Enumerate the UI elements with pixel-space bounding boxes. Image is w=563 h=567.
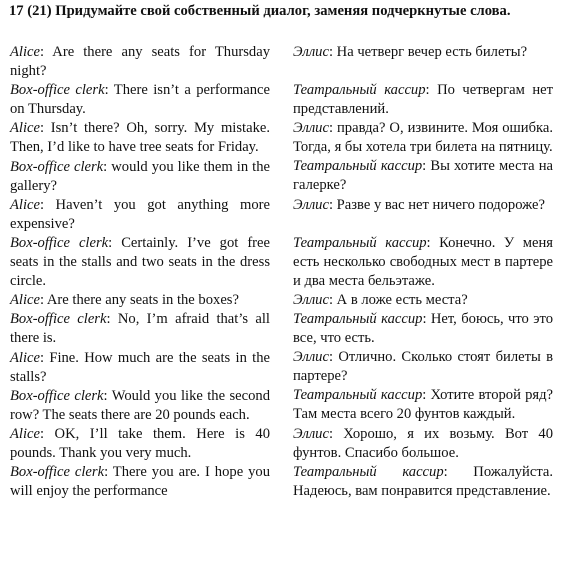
exercise-header — [9, 3, 554, 20]
line-text: : Конечно. У меня есть несколько свободных мест в партере и два места бельэтаже. — [293, 234, 554, 289]
dialogue-line-en — [10, 119, 270, 157]
dialogue-line-ru — [293, 348, 553, 386]
speaker-name: Box-office clerk — [10, 387, 104, 404]
line-text: : Fine. How much are the seats in the stalls? — [10, 349, 270, 385]
line-text: : Вы хотите места на галерке? — [293, 158, 554, 194]
speaker-name: Театральный кассир — [293, 82, 426, 98]
line-text: : No, I’m afraid that’s all there is. — [10, 311, 270, 347]
line-text: : Would you like the second row? The seats there are 20 pounds each. — [10, 387, 270, 423]
line-text: : There isn’t a performance on Thursday. — [10, 82, 270, 118]
dialogue-line-ru — [293, 43, 553, 81]
line-text: : Are there any seats for Thursday night? — [10, 44, 270, 80]
line-text: : На четверг вечер есть билеты? — [328, 44, 528, 60]
speaker-name: Alice — [10, 196, 40, 213]
speaker-name: Box-office clerk — [10, 158, 104, 175]
dialogue-line-en — [10, 463, 270, 501]
line-text: : There you are. I hope you will enjoy the performance — [10, 464, 270, 500]
speaker-name: Box-office clerk — [10, 464, 105, 481]
speaker-name: Alice — [10, 349, 40, 366]
speaker-name: Box-office clerk — [10, 234, 109, 251]
dialogue-line-ru — [293, 310, 553, 348]
line-text: : Разве у вас нет ничего подороже? — [328, 196, 546, 213]
speaker-name: Box-office clerk — [10, 311, 107, 328]
english-column — [10, 43, 270, 501]
dialogue-line-ru — [293, 386, 553, 424]
dialogue-line-en — [10, 291, 270, 310]
line-text: : Пожалуйста. Надеюсь, вам понравится представление. — [293, 463, 553, 499]
dialogue-line-ru — [293, 196, 553, 234]
dialogue-line-en — [10, 158, 270, 196]
exercise-instruction: Придумайте свой собственный диалог, заменяя подчеркнутые слова. — [55, 3, 511, 19]
speaker-name: Alice — [10, 44, 40, 60]
speaker-name: Alice — [10, 120, 40, 137]
russian-column — [293, 43, 553, 501]
line-text: : Certainly. I’ve got free seats in the stalls and two seats in the dress circle. — [10, 234, 270, 290]
line-text: : Хотите второй ряд? Там места всего 20 фунтов каждый. — [293, 387, 554, 423]
dialogue-line-en — [10, 310, 270, 348]
dialogue-line-en — [10, 43, 270, 81]
dialogue-line-ru — [293, 291, 553, 310]
line-text: : Хорошо, я их возьму. Вот 40 фунтов. Спасибо большое. — [293, 425, 553, 461]
speaker-name: Эллис — [293, 120, 329, 137]
speaker-name: Alice — [10, 425, 40, 442]
line-text: : По четвергам нет представлений. — [293, 82, 554, 118]
speaker-name: Театральный кассир — [293, 158, 423, 175]
dialogue-line-en — [10, 234, 270, 291]
speaker-name: Эллис — [293, 425, 329, 442]
dialogue-line-en — [10, 81, 270, 119]
dialogue-line-ru — [293, 234, 553, 291]
line-text: : OK, I’ll take them. Here is 40 pounds. Thank you very much. — [10, 425, 270, 461]
speaker-name: Эллис — [293, 291, 329, 308]
line-text: : Отлично. Сколько стоят билеты в партере? — [293, 349, 553, 385]
line-text: : А в ложе есть места? — [328, 291, 468, 308]
speaker-name: Эллис — [293, 349, 329, 366]
exercise-number: 17 (21) — [9, 3, 52, 19]
speaker-name: Театральный кассир — [293, 387, 423, 404]
speaker-name: Alice — [10, 292, 40, 309]
dialogue-line-ru — [293, 119, 553, 157]
dialogue-line-ru — [293, 463, 553, 501]
dialogue-line-en — [10, 425, 270, 463]
line-text: : would you like them in the gallery? — [10, 158, 270, 194]
line-text: : Isn’t there? Oh, sorry. My mistake. Then, I’d like to have tree seats for Friday. — [10, 120, 270, 156]
line-text: : правда? О, извините. Моя ошибка. Тогда, я бы хотела три билета на пятницу. — [293, 120, 553, 156]
line-text: : Haven’t you got anything more expensive? — [10, 196, 270, 232]
dialogue-line-en — [10, 196, 270, 234]
dialogue-line-ru — [293, 157, 553, 195]
dialogue-line-en — [10, 387, 270, 425]
speaker-name: Эллис — [293, 196, 329, 213]
dialogue-line-ru — [293, 425, 553, 463]
speaker-name: Эллис — [293, 44, 329, 60]
speaker-name: Box-office clerk — [10, 82, 105, 99]
dialogue-line-ru — [293, 81, 553, 119]
speaker-name: Театральный кассир — [293, 310, 423, 327]
line-text: : Are there any seats in the boxes? — [39, 292, 239, 309]
speaker-name: Театральный кассир — [293, 463, 444, 480]
dialogue-line-en — [10, 349, 270, 387]
speaker-name: Театральный кассир — [293, 234, 427, 251]
line-text: : Нет, боюсь, что это все, что есть. — [293, 310, 553, 347]
